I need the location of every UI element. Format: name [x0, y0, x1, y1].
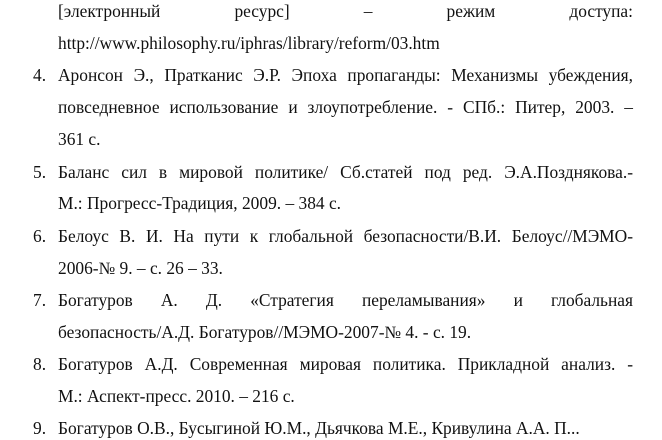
- reference-item-6: [0, 224, 662, 248]
- reference-text-line: повседневное использование и злоупотребление. - СПб.: Питер, 2003. –: [58, 97, 633, 117]
- reference-text-line: Богатуров А. Д. «Стратегия переламывания» и глобальная: [58, 290, 633, 310]
- reference-number: 8.: [33, 354, 47, 374]
- reference-text-line: 2006-№ 9. – с. 26 – 33.: [58, 258, 223, 278]
- reference-item-9: [0, 416, 662, 440]
- reference-text-line: М.: Прогресс-Традиция, 2009. – 384 с.: [58, 193, 342, 213]
- reference-text-line: Белоус В. И. На пути к глобальной безопасности/В.И. Белоус//МЭМО-: [58, 226, 633, 246]
- reference-text-line: Богатуров А.Д. Современная мировая политика. Прикладной анализ. -: [58, 354, 633, 374]
- reference-continuation-url: [0, 31, 662, 55]
- reference-text-line: [электронный ресурс] – режим доступа:: [58, 1, 633, 21]
- reference-text-line: безопасность/А.Д. Богатуров//МЭМО-2007-№ 4. - с. 19.: [58, 322, 472, 342]
- reference-number: 5.: [33, 162, 47, 182]
- reference-item-6-line-2: [0, 256, 662, 280]
- reference-text-line: Богатуров О.В., Бусыгиной Ю.М., Дьячкова М.Е., Кривулина А.А. П...: [58, 418, 580, 438]
- reference-item-7: [0, 288, 662, 312]
- reference-text-line: М.: Аспект-пресс. 2010. – 216 с.: [58, 386, 295, 406]
- reference-item-7-line-2: [0, 320, 662, 344]
- reference-text-line: 361 с.: [58, 129, 101, 149]
- reference-text-line: Баланс сил в мировой политике/ Сб.статей под ред. Э.А.Позднякова.-: [58, 162, 633, 182]
- reference-item-5: [0, 160, 662, 184]
- reference-number: 4.: [33, 65, 47, 85]
- reference-url: http://www.philosophy.ru/iphras/library/reform/03.htm: [58, 33, 440, 53]
- reference-item-8: [0, 352, 662, 376]
- reference-number: 6.: [33, 226, 47, 246]
- reference-number: 7.: [33, 290, 47, 310]
- reference-item-5-line-2: [0, 191, 662, 215]
- reference-item-8-line-2: [0, 384, 662, 408]
- reference-item-4-line-2: [0, 95, 662, 119]
- reference-number: 9.: [33, 418, 47, 438]
- reference-text-line: Аронсон Э., Пратканис Э.Р. Эпоха пропаганды: Механизмы убеждения,: [58, 65, 633, 85]
- reference-continuation-line: [0, 0, 662, 23]
- reference-item-4-line-3: [0, 127, 662, 151]
- reference-item-4: [0, 63, 662, 87]
